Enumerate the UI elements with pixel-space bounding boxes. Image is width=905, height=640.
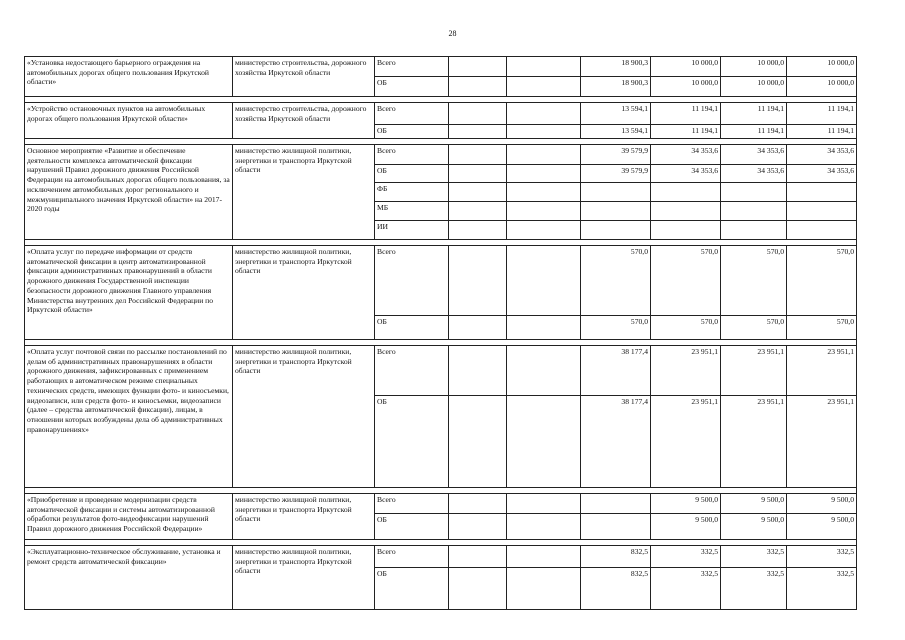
table-row: [25, 546, 857, 568]
amount-cell-v5: 10 000,0: [721, 77, 787, 97]
amount-cell-v4: 10 000,0: [651, 77, 721, 97]
amount-cell-v4: 570,0: [651, 246, 721, 316]
amount-cell-v5: [721, 221, 787, 240]
executor-cell: министерство строительства, дорожного хозяйства Иркутской области: [233, 57, 375, 97]
amount-cell-v4: [651, 202, 721, 221]
amount-cell-v3: 18 900,3: [581, 77, 651, 97]
amount-cell-v3: 832,5: [581, 546, 651, 568]
amount-cell-v6: 332,5: [787, 546, 857, 568]
amount-cell-v1: [449, 165, 507, 183]
amount-cell-v3: 13 594,1: [581, 103, 651, 125]
funding-source-cell: ФБ: [375, 183, 449, 202]
amount-cell-v3: 38 177,4: [581, 396, 651, 488]
amount-cell-v3: 18 900,3: [581, 57, 651, 77]
amount-cell-v4: 570,0: [651, 316, 721, 340]
amount-cell-v5: [721, 183, 787, 202]
funding-source-cell: Всего: [375, 346, 449, 396]
amount-cell-v3: 13 594,1: [581, 125, 651, 139]
amount-cell-v4: 11 194,1: [651, 103, 721, 125]
amount-cell-v4: 332,5: [651, 568, 721, 610]
amount-cell-v1: [449, 246, 507, 316]
amount-cell-v2: [507, 494, 581, 514]
amount-cell-v3: 570,0: [581, 316, 651, 340]
amount-cell-v3: [581, 494, 651, 514]
amount-cell-v3: 39 579,9: [581, 165, 651, 183]
funding-source-cell: ОБ: [375, 165, 449, 183]
amount-cell-v4: 9 500,0: [651, 514, 721, 540]
activity-name-cell: «Устройство остановочных пунктов на автомобильных дорогах общего пользования Иркутской области»: [25, 103, 233, 139]
executor-cell: министерство строительства, дорожного хозяйства Иркутской области: [233, 103, 375, 139]
amount-cell-v2: [507, 514, 581, 540]
amount-cell-v6: [787, 202, 857, 221]
amount-cell-v1: [449, 316, 507, 340]
amount-cell-v5: 10 000,0: [721, 57, 787, 77]
amount-cell-v3: [581, 221, 651, 240]
amount-cell-v1: [449, 494, 507, 514]
amount-cell-v2: [507, 221, 581, 240]
amount-cell-v1: [449, 221, 507, 240]
funding-source-cell: ОБ: [375, 316, 449, 340]
amount-cell-v2: [507, 145, 581, 165]
funding-source-cell: МБ: [375, 202, 449, 221]
funding-source-cell: Всего: [375, 57, 449, 77]
amount-cell-v5: [721, 202, 787, 221]
amount-cell-v6: 570,0: [787, 246, 857, 316]
amount-cell-v1: [449, 396, 507, 488]
executor-cell: министерство жилищной политики, энергетики и транспорта Иркутской области: [233, 346, 375, 488]
funding-source-cell: ИИ: [375, 221, 449, 240]
amount-cell-v6: 23 951,1: [787, 346, 857, 396]
amount-cell-v3: [581, 183, 651, 202]
activity-name-cell: «Оплата услуг по передаче информации от средств автоматической фиксации в центр автоматизированной фиксации административных правонарушений в области дорожного движения Государственной инспекции безопасности дорожного движения Главного управления Министерства внутренних дел Российской Федерации по Иркутской области»: [25, 246, 233, 340]
amount-cell-v2: [507, 346, 581, 396]
amount-cell-v4: 9 500,0: [651, 494, 721, 514]
amount-cell-v2: [507, 77, 581, 97]
activity-name-cell: Основное мероприятие «Развитие и обеспечение деятельности комплекса автоматической фиксации нарушений Правил дорожного движения Российской Федерации на автомобильных дорогах общего пользования, за исключением автомобильных дорог регионального и межмуниципального значения Иркутской области» на 2017-2020 годы: [25, 145, 233, 240]
amount-cell-v5: 332,5: [721, 546, 787, 568]
amount-cell-v6: 23 951,1: [787, 396, 857, 488]
funding-source-cell: ОБ: [375, 396, 449, 488]
table-row: [25, 103, 857, 125]
amount-cell-v3: 38 177,4: [581, 346, 651, 396]
amount-cell-v1: [449, 183, 507, 202]
table-row: [25, 57, 857, 77]
amount-cell-v5: 23 951,1: [721, 346, 787, 396]
amount-cell-v1: [449, 202, 507, 221]
amount-cell-v6: 11 194,1: [787, 125, 857, 139]
amount-cell-v6: 11 194,1: [787, 103, 857, 125]
table-body: [25, 57, 857, 610]
executor-cell: министерство жилищной политики, энергетики и транспорта Иркутской области: [233, 145, 375, 240]
table-row: [25, 246, 857, 316]
amount-cell-v6: 9 500,0: [787, 494, 857, 514]
amount-cell-v5: 570,0: [721, 246, 787, 316]
amount-cell-v1: [449, 125, 507, 139]
amount-cell-v5: 332,5: [721, 568, 787, 610]
funding-source-cell: Всего: [375, 145, 449, 165]
executor-cell: министерство жилищной политики, энергетики и транспорта Иркутской области: [233, 246, 375, 340]
funding-source-cell: ОБ: [375, 568, 449, 610]
funding-source-cell: Всего: [375, 103, 449, 125]
amount-cell-v4: 34 353,6: [651, 145, 721, 165]
funding-source-cell: Всего: [375, 246, 449, 316]
amount-cell-v6: 10 000,0: [787, 57, 857, 77]
amount-cell-v6: 34 353,6: [787, 145, 857, 165]
amount-cell-v1: [449, 514, 507, 540]
budget-table: [24, 56, 857, 610]
amount-cell-v6: 570,0: [787, 316, 857, 340]
funding-source-cell: ОБ: [375, 125, 449, 139]
amount-cell-v5: 23 951,1: [721, 396, 787, 488]
activity-name-cell: «Приобретение и проведение модернизации средств автоматической фиксации и системы автоматизированной обработки результатов фото-видеофиксации нарушений Правил дорожного движения Российской Федерации»: [25, 494, 233, 540]
amount-cell-v3: 832,5: [581, 568, 651, 610]
amount-cell-v6: [787, 221, 857, 240]
amount-cell-v2: [507, 165, 581, 183]
page-number: 28: [448, 29, 457, 38]
amount-cell-v4: 332,5: [651, 546, 721, 568]
amount-cell-v1: [449, 568, 507, 610]
amount-cell-v2: [507, 103, 581, 125]
amount-cell-v2: [507, 183, 581, 202]
amount-cell-v2: [507, 568, 581, 610]
funding-source-cell: ОБ: [375, 514, 449, 540]
amount-cell-v5: 9 500,0: [721, 494, 787, 514]
amount-cell-v3: [581, 514, 651, 540]
activity-name-cell: «Установка недостающего барьерного ограждения на автомобильных дорогах общего пользования Иркутской области»: [25, 57, 233, 97]
table-row: [25, 346, 857, 396]
executor-cell: министерство жилищной политики, энергетики и транспорта Иркутской области: [233, 494, 375, 540]
amount-cell-v5: 11 194,1: [721, 103, 787, 125]
amount-cell-v6: 332,5: [787, 568, 857, 610]
amount-cell-v4: [651, 183, 721, 202]
activity-name-cell: «Оплата услуг почтовой связи по рассылке постановлений по делам об административных правонарушениях в области дорожного движения, зафиксированных с применением работающих в автоматическом режиме специальных технических средств, имеющих функции фото- и киносъемки, видеозаписи, или средств фото- и киносъемки, видеозаписи (далее – средства автоматической фиксации), лицам, в отношении которых возбуждены дела об административных правонарушениях»: [25, 346, 233, 488]
amount-cell-v2: [507, 125, 581, 139]
amount-cell-v1: [449, 77, 507, 97]
amount-cell-v4: 23 951,1: [651, 396, 721, 488]
amount-cell-v4: 34 353,6: [651, 165, 721, 183]
amount-cell-v4: 11 194,1: [651, 125, 721, 139]
amount-cell-v2: [507, 57, 581, 77]
amount-cell-v1: [449, 57, 507, 77]
amount-cell-v5: 11 194,1: [721, 125, 787, 139]
amount-cell-v6: [787, 183, 857, 202]
funding-source-cell: ОБ: [375, 77, 449, 97]
funding-source-cell: Всего: [375, 546, 449, 568]
table-row: [25, 494, 857, 514]
amount-cell-v6: 10 000,0: [787, 77, 857, 97]
table-row: [25, 145, 857, 165]
amount-cell-v1: [449, 103, 507, 125]
amount-cell-v1: [449, 546, 507, 568]
amount-cell-v2: [507, 316, 581, 340]
amount-cell-v6: 9 500,0: [787, 514, 857, 540]
amount-cell-v5: 9 500,0: [721, 514, 787, 540]
amount-cell-v1: [449, 145, 507, 165]
amount-cell-v2: [507, 546, 581, 568]
amount-cell-v4: 10 000,0: [651, 57, 721, 77]
funding-source-cell: Всего: [375, 494, 449, 514]
amount-cell-v3: [581, 202, 651, 221]
amount-cell-v4: 23 951,1: [651, 346, 721, 396]
amount-cell-v1: [449, 346, 507, 396]
amount-cell-v3: 39 579,9: [581, 145, 651, 165]
amount-cell-v2: [507, 246, 581, 316]
amount-cell-v5: 34 353,6: [721, 145, 787, 165]
amount-cell-v2: [507, 202, 581, 221]
amount-cell-v5: 34 353,6: [721, 165, 787, 183]
activity-name-cell: «Эксплуатационно-техническое обслуживание, установка и ремонт средств автоматической фиксации»: [25, 546, 233, 610]
amount-cell-v2: [507, 396, 581, 488]
amount-cell-v5: 570,0: [721, 316, 787, 340]
amount-cell-v4: [651, 221, 721, 240]
executor-cell: министерство жилищной политики, энергетики и транспорта Иркутской области: [233, 546, 375, 610]
amount-cell-v3: 570,0: [581, 246, 651, 316]
amount-cell-v6: 34 353,6: [787, 165, 857, 183]
